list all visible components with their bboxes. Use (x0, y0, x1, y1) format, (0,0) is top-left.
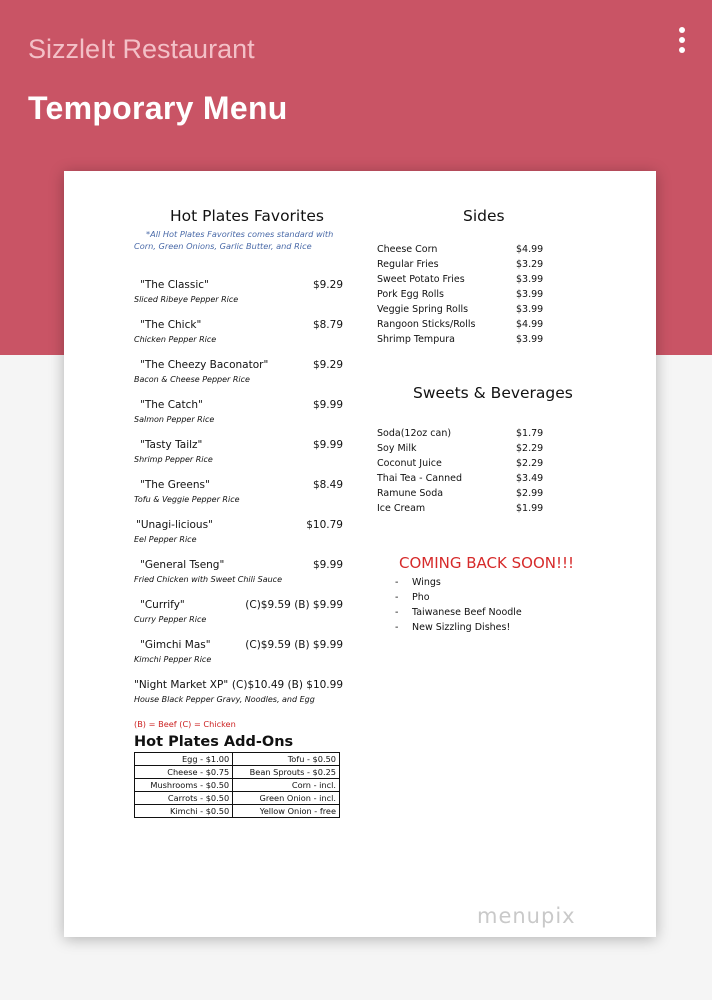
hot-plates-note-2: Corn, Green Onions, Garlic Butter, and Rice (134, 241, 312, 251)
addons-row (135, 779, 340, 792)
sweets-title: Sweets & Beverages (413, 384, 573, 402)
side-price: $4.99 (516, 244, 544, 255)
side-price: $4.99 (516, 319, 544, 330)
menu-image (64, 171, 656, 937)
hot-plate-price: (C)$9.59 (B) $9.99 (245, 639, 343, 651)
bullet-dash: - (395, 607, 399, 618)
hot-plate-desc: Kimchi Pepper Rice (134, 655, 212, 664)
bullet-dash: - (395, 622, 399, 633)
hot-plate-price: $8.79 (312, 319, 343, 331)
beverage-name: Thai Tea - Canned (377, 473, 462, 484)
side-name: Regular Fries (377, 259, 439, 270)
hot-plate-desc: Bacon & Cheese Pepper Rice (134, 375, 250, 384)
hot-plate-desc: Eel Pepper Rice (134, 535, 197, 544)
addons-cell: Tofu - $0.50 (233, 753, 340, 766)
side-name: Shrimp Tempura (377, 334, 455, 345)
addons-row (135, 792, 340, 805)
hot-plate-desc: Salmon Pepper Rice (134, 415, 215, 424)
hot-plate-price: $9.29 (312, 359, 343, 371)
hot-plate-name: "The Greens" (140, 479, 210, 491)
hot-plate-name: "The Classic" (140, 279, 209, 291)
addons-cell: Corn - incl. (233, 779, 340, 792)
beverage-price: $3.49 (516, 473, 544, 484)
hot-plate-name: "The Catch" (140, 399, 203, 411)
addons-cell: Carrots - $0.50 (135, 792, 233, 805)
hot-plate-price: $9.99 (312, 399, 343, 411)
side-price: $3.99 (516, 304, 544, 315)
hot-plate-name: "Tasty Tailz" (140, 439, 203, 451)
beverage-price: $1.99 (516, 503, 544, 514)
side-name: Sweet Potato Fries (377, 274, 465, 285)
addons-cell: Kimchi - $0.50 (135, 805, 233, 818)
hot-plate-price: (C)$10.49 (B) $10.99 (231, 679, 343, 691)
addons-title: Hot Plates Add-Ons (134, 734, 294, 750)
addons-cell: Cheese - $0.75 (135, 766, 233, 779)
hot-plate-name: "Gimchi Mas" (140, 639, 211, 651)
hot-plate-desc: House Black Pepper Gravy, Noodles, and Egg (134, 695, 315, 704)
hot-plate-price: (C)$9.59 (B) $9.99 (245, 599, 343, 611)
hot-plate-name: "Unagi-licious" (136, 519, 213, 531)
coming-soon-title: COMING BACK SOON!!! (399, 554, 575, 572)
addons-cell: Green Onion - incl. (233, 792, 340, 805)
hot-plate-name: "The Cheezy Baconator" (140, 359, 269, 371)
coming-soon-item: New Sizzling Dishes! (412, 622, 511, 633)
hot-plate-desc: Chicken Pepper Rice (134, 335, 217, 344)
hot-plate-price: $9.29 (312, 279, 343, 291)
coming-soon-item: Taiwanese Beef Noodle (412, 607, 522, 618)
sides-title: Sides (463, 207, 505, 225)
hot-plate-price: $8.49 (312, 479, 343, 491)
hot-plate-desc: Curry Pepper Rice (134, 615, 207, 624)
side-price: $3.99 (516, 274, 544, 285)
hot-plate-name: "Currify" (140, 599, 185, 611)
hot-plate-name: "The Chick" (140, 319, 202, 331)
side-name: Cheese Corn (377, 244, 438, 255)
addons-cell: Yellow Onion - free (233, 805, 340, 818)
addons-table (134, 752, 340, 818)
hot-plate-desc: Sliced Ribeye Pepper Rice (134, 295, 239, 304)
hot-plates-title: Hot Plates Favorites (170, 207, 324, 225)
hot-plate-name: "Night Market XP" (134, 679, 229, 691)
bullet-dash: - (395, 592, 399, 603)
hot-plate-desc: Shrimp Pepper Rice (134, 455, 213, 464)
beverage-name: Coconut Juice (377, 458, 442, 469)
app-name: SizzleIt Restaurant (28, 34, 255, 64)
hot-plate-name: "General Tseng" (140, 559, 225, 571)
price-legend: (B) = Beef (C) = Chicken (134, 719, 236, 729)
side-price: $3.99 (516, 289, 544, 300)
addons-cell: Egg - $1.00 (135, 753, 233, 766)
side-name: Veggie Spring Rolls (377, 304, 469, 315)
addons-cell: Bean Sprouts - $0.25 (233, 766, 340, 779)
coming-soon-item: Pho (412, 592, 430, 603)
hot-plate-desc: Tofu & Veggie Pepper Rice (134, 495, 240, 504)
hot-plate-price: $9.99 (312, 439, 343, 451)
addons-cell: Mushrooms - $0.50 (135, 779, 233, 792)
addons-row (135, 766, 340, 779)
beverage-name: Soy Milk (377, 443, 417, 454)
beverage-name: Ice Cream (377, 503, 426, 514)
beverage-price: $1.79 (516, 428, 544, 439)
hot-plate-price: $10.79 (306, 519, 343, 531)
addons-row (135, 753, 340, 766)
hot-plate-price: $9.99 (312, 559, 343, 571)
addons-row (135, 805, 340, 818)
side-price: $3.99 (516, 334, 544, 345)
bullet-dash: - (395, 577, 399, 588)
side-name: Pork Egg Rolls (377, 289, 444, 300)
beverage-price: $2.99 (516, 488, 544, 499)
menu-card[interactable] (64, 171, 656, 937)
beverage-price: $2.29 (516, 458, 544, 469)
side-price: $3.29 (516, 259, 544, 270)
side-name: Rangoon Sticks/Rolls (377, 319, 476, 330)
hot-plates-note-1: *All Hot Plates Favorites comes standard with (146, 229, 334, 239)
menupix-watermark: menupix (477, 904, 576, 928)
more-vert-icon[interactable] (668, 22, 696, 58)
beverage-price: $2.29 (516, 443, 544, 454)
hot-plate-desc: Fried Chicken with Sweet Chili Sauce (134, 575, 282, 584)
page-title: Temporary Menu (28, 90, 288, 126)
beverage-name: Ramune Soda (377, 488, 444, 499)
coming-soon-item: Wings (412, 577, 441, 588)
beverage-name: Soda(12oz can) (377, 428, 452, 439)
